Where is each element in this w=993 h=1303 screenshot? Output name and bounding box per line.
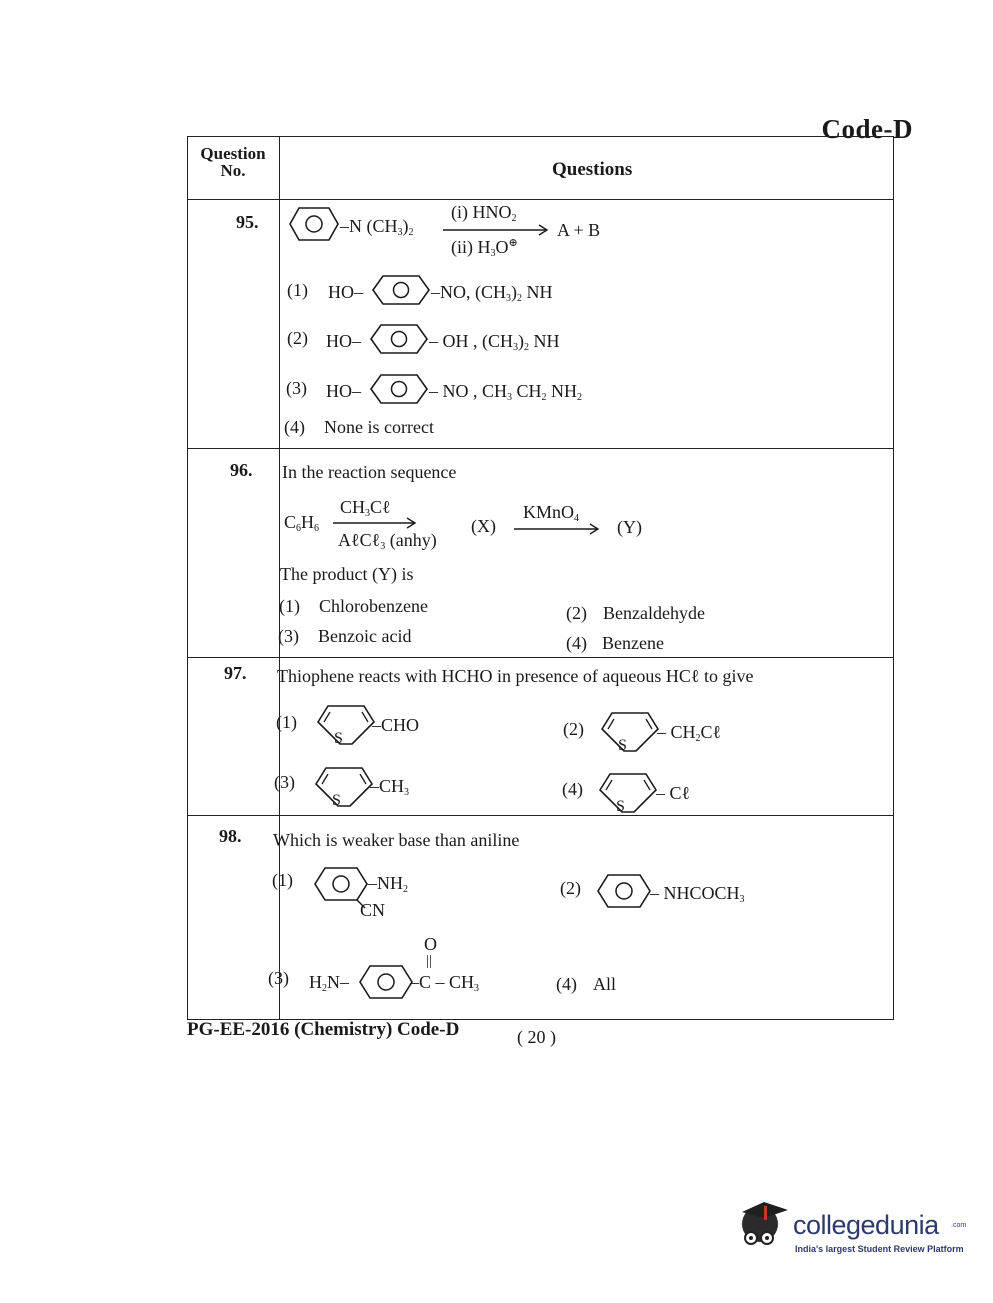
paper-code: Code-D	[821, 114, 913, 144]
q97-option-4-label: (4)	[562, 779, 583, 799]
question-number: 98.	[219, 826, 242, 846]
page-footer: PG-EE-2016 (Chemistry) Code-D	[187, 1019, 460, 1040]
q96-intermediate: (X)	[471, 516, 496, 536]
q95-reagent-2: (ii) $H_3O^\oplus$	[451, 237, 518, 259]
q95-option-1-label: (1)	[287, 280, 308, 300]
q98-option-2-group: – $NHCOCH_3$	[650, 883, 745, 905]
q96-option-2-text: Benzaldehyde	[603, 603, 705, 623]
brand-tagline: India's largest Student Review Platform	[795, 1244, 964, 1254]
q97-option-2-label: (2)	[563, 719, 584, 739]
reaction-arrow-icon	[443, 224, 551, 236]
q95-reagent-1: (i) $HNO_2$	[451, 202, 517, 224]
q97-option-3-label: (3)	[274, 772, 295, 792]
q95-option-3-left: HO–	[326, 381, 361, 401]
benzene-ring-icon	[313, 866, 373, 902]
q96-option-4-label: (4)	[566, 633, 587, 653]
q95-option-2-left: HO–	[326, 331, 361, 351]
q96-option-2-label: (2)	[566, 603, 587, 623]
ring-atom-label: S	[616, 798, 625, 815]
q96-reactant: $C_6H_6$	[284, 512, 320, 534]
questions-header: Questions	[552, 159, 633, 180]
question-number: 97.	[224, 663, 247, 683]
q97-option-1-label: (1)	[276, 712, 297, 732]
reaction-arrow-icon	[333, 517, 419, 529]
reaction-arrow-icon	[514, 523, 602, 535]
q95-products: A + B	[557, 220, 601, 240]
q96-reagent-bottom: AℓCℓ$_3$ (anhy)	[338, 530, 437, 552]
brand-suffix: .com	[951, 1222, 967, 1229]
benzene-ring-icon	[596, 873, 656, 909]
benzene-ring-icon	[288, 206, 340, 242]
row-divider-97	[188, 815, 893, 816]
thiophene-ring-icon	[316, 704, 378, 748]
question-number: 96.	[230, 460, 253, 480]
q95-option-1-right: –NO, $(CH_3)_2$ NH	[431, 282, 553, 304]
q98-option-2-label: (2)	[560, 878, 581, 898]
q96-product: (Y)	[617, 517, 642, 537]
q95-option-3-right: – NO , $CH_3$ $CH_2$ $NH_2$	[429, 381, 583, 403]
header-row-divider	[188, 199, 893, 200]
q95-reactant-group: –N $(CH_3)_2$	[340, 216, 414, 238]
q98-stem: Which is weaker base than aniline	[273, 830, 520, 850]
q97-option-2-group: – $CH_2C\ell$	[657, 722, 722, 744]
row-divider-95	[188, 448, 893, 449]
q95-option-4-text: None is correct	[324, 417, 434, 437]
q96-reagent-2: KMnO$_4$	[523, 502, 580, 524]
q96-option-3-text: Benzoic acid	[318, 626, 412, 646]
q95-option-2-label: (2)	[287, 328, 308, 348]
q97-option-4-group: – Cℓ	[656, 783, 691, 803]
q96-option-1-text: Chlorobenzene	[319, 596, 428, 616]
benzene-ring-icon	[369, 373, 429, 405]
q98-option-3-label: (3)	[268, 968, 289, 988]
q98-option-3-double-bond: ||	[426, 953, 433, 969]
benzene-ring-icon	[371, 274, 431, 306]
question-no-header: Question No.	[200, 144, 266, 180]
ring-atom-label: S	[618, 737, 627, 754]
q95-option-1-left: HO–	[328, 282, 363, 302]
ring-atom-label: S	[332, 792, 341, 809]
q98-option-3-group: $-C - CH_3$	[410, 972, 480, 994]
q98-option-3-oxygen: O	[424, 934, 437, 954]
q97-option-1-group: –CHO	[372, 715, 420, 735]
thiophene-ring-icon	[314, 766, 376, 810]
q95-option-2-right: – OH , $(CH_3)_2$ NH	[429, 331, 560, 353]
q97-option-3-group: $-CH_3$	[370, 776, 410, 798]
q98-option-1-group: $-NH_2$	[368, 873, 408, 895]
q96-option-4-text: Benzene	[602, 633, 664, 653]
q98-option-3-left: $H_2N-$	[309, 972, 349, 994]
q96-option-3-label: (3)	[278, 626, 299, 646]
q98-option-1-subgroup: CN	[360, 900, 386, 920]
q95-option-4-label: (4)	[284, 417, 305, 437]
collegedunia-mascot-icon	[734, 1198, 792, 1256]
q96-stem: In the reaction sequence	[282, 462, 457, 482]
brand-name: collegedunia	[793, 1210, 939, 1240]
benzene-ring-icon	[369, 323, 429, 355]
ring-atom-label: S	[334, 730, 343, 747]
thiophene-ring-icon	[598, 772, 660, 816]
thiophene-ring-icon	[600, 711, 662, 755]
page-number: ( 20 )	[517, 1027, 556, 1047]
q95-option-3-label: (3)	[286, 378, 307, 398]
question-number: 95.	[236, 212, 259, 232]
q98-option-4-label: (4)	[556, 974, 577, 994]
q96-option-1-label: (1)	[279, 596, 300, 616]
benzene-ring-icon	[358, 964, 418, 1000]
q98-option-4-text: All	[593, 974, 617, 994]
q97-stem: Thiophene reacts with HCHO in presence of aqueous HCℓ to give	[277, 666, 754, 686]
q96-reagent-top: $CH_3C\ell$	[340, 497, 391, 519]
q96-question: The product (Y) is	[280, 564, 414, 584]
row-divider-96	[188, 657, 893, 658]
q98-option-1-label: (1)	[272, 870, 293, 890]
